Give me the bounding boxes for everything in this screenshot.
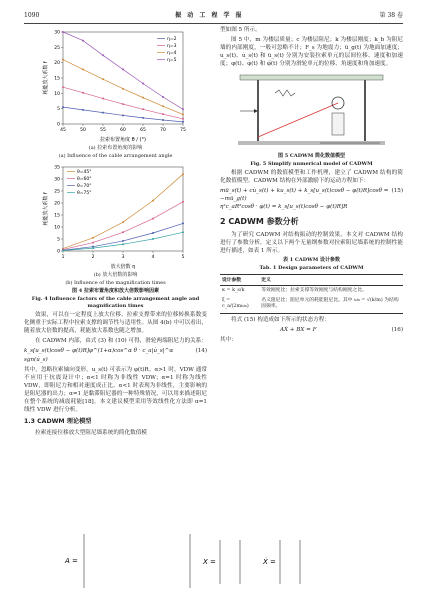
paragraph: 效果，可以在一定程度上放大位移，拉索支撑带来的位移转换系数变化侧重于实际工程中拉索支撑的调节性与适用性。从图 4(b) 中可以看出，随着放大倍数的提高，耗能放大系数也随之增加。	[24, 312, 207, 335]
data-point	[162, 113, 164, 115]
y-tick-label: 30	[53, 177, 60, 183]
legend-label: θ=75°	[76, 191, 91, 196]
x-tick-label: 55	[99, 128, 106, 133]
data-point	[182, 231, 184, 233]
data-point	[122, 103, 124, 105]
table-row	[220, 296, 403, 313]
table-cell: 名义阻尼比；阻尼单元的耗能阻尼比。其中 ω₀ = √(k/m) 为结构固频率。	[261, 297, 399, 310]
x-tick-label: 4	[151, 255, 154, 260]
table-header-row	[220, 275, 403, 286]
data-point	[102, 98, 104, 100]
chart-magnification	[41, 161, 191, 271]
cable-element	[258, 103, 338, 137]
legend-label: η=2	[166, 37, 176, 42]
x-tick-label: 50	[79, 128, 86, 133]
x-tick-label: 5	[181, 255, 184, 260]
figure5-caption-en: Fig. 5 Simplify numerical model of CADWM	[250, 160, 373, 167]
equation-number: (16)	[391, 327, 403, 334]
data-point	[142, 108, 144, 110]
paragraph: 根据 CADWM 的数值模型和工作机理，建立了 CADWM 结构的简化数值模型。CADWM 结构在外部激励下的运动方程如下：	[220, 169, 403, 184]
x-tick-label: 70	[159, 128, 166, 133]
cadwm-model-diagram	[220, 71, 403, 149]
figure-caption: 图 4 拉索布置角度和放大倍数影响因素	[72, 288, 159, 294]
equation-system	[220, 187, 392, 211]
x-tick-label: 1	[61, 255, 64, 260]
equation-number: (14)	[195, 348, 207, 355]
legend-label: θ=45°	[76, 170, 91, 175]
data-point	[122, 114, 124, 116]
data-point	[122, 88, 124, 90]
data-point	[182, 108, 184, 110]
figure5-caption: 图 5 CADWM 简化数值模型	[277, 152, 346, 159]
data-point	[62, 86, 64, 88]
page-number: 1090	[24, 12, 40, 20]
vector-xdot-bracket	[280, 540, 300, 584]
paragraph: 图 5 中，m 为楼层质量；c 为楼层阻尼；k 为楼层刚度；k_b 为阻尼墙的内部刚度，一般可忽略不计；F_s 为地震力；ü_g(t) 为地面加速度；u_s(t)、u̇_s(t) 和 ü_s(t) 分别为安装拉索单元的层间位移、速度和加速度；φ(t)、φ̇(t) 和 φ̈(t) 分别为滑轮单元的位移、角速度和角加速度。	[220, 37, 403, 68]
state-matrix-block	[60, 530, 360, 592]
x-tick-label: 2	[91, 255, 94, 260]
data-point	[62, 106, 64, 108]
left-column	[24, 26, 207, 439]
equation-body: AẊ + BX = F	[280, 327, 317, 334]
figure-caption-en: Fig. 4 Influence factors of the cable arrangement angle and magnification times	[31, 296, 200, 309]
table-title-en: Tab. 1 Design parameters of CADWM	[259, 265, 364, 272]
y-tick-label: 25	[53, 189, 60, 195]
running-header	[24, 11, 403, 24]
x-axis-label: 拉索布置角度 θ / (°)	[99, 137, 146, 143]
y-axis-label: 耗能放大系数 f	[42, 192, 49, 226]
y-tick-label: 20	[53, 61, 60, 67]
matrix-a-symbol: A =	[65, 557, 78, 565]
data-point	[152, 238, 154, 240]
equation-16	[220, 326, 403, 334]
paragraph: 其中：	[220, 337, 237, 344]
data-point	[92, 242, 94, 244]
x-tick-label: 65	[139, 128, 146, 133]
data-point	[162, 96, 164, 98]
equation-number: (15)	[391, 187, 403, 194]
legend-label: η=4	[166, 51, 176, 56]
table-cell: κ = k_s/k	[222, 287, 245, 293]
chart-cable-angle	[41, 26, 191, 144]
data-point	[152, 218, 154, 220]
equation-15	[220, 187, 403, 211]
equation-body: k_s[u_s(t)cosθ − φ(t)R]φ^(1+α)cos^α θ · c_a|u̇_s|^α sgn(u̇_s)	[24, 348, 174, 363]
legend-label: θ=60°	[76, 177, 91, 182]
y-tick-label: 35	[53, 165, 60, 171]
y-tick-label: 5	[56, 237, 60, 243]
table-header-cell: 设计参数	[222, 276, 242, 283]
table-title: 表 1 CADWM 设计参数	[282, 257, 341, 264]
equation-line-2: η²c_aR²cosθ · φ̇(t) = k_s[u_s(t)cosθ − φ(t)R]R	[220, 204, 348, 211]
y-tick-label: 0	[56, 249, 60, 255]
floor-mass-slab	[240, 75, 383, 80]
subfigure-caption-a: (a) 拉索布置角度的影响	[88, 145, 143, 151]
data-point	[122, 240, 124, 242]
table-header-cell: 定义	[261, 276, 271, 283]
y-tick-label: 30	[53, 30, 60, 36]
equation-14	[24, 347, 207, 363]
y-tick-label: 0	[56, 122, 60, 128]
table-cell: ξ = c_a/(2mω₀)	[222, 297, 249, 310]
vector-x-bracket	[220, 540, 240, 584]
data-point	[162, 105, 164, 107]
data-point	[122, 68, 124, 70]
data-point	[122, 243, 124, 245]
data-point	[62, 31, 64, 33]
x-axis-label: 放大倍数 η	[110, 264, 135, 270]
vector-x-symbol: X =	[203, 558, 216, 566]
equation-line-1: mü_s(t) + cu̇_s(t) + ku_s(t) + k_s[u_s(t)cosθ − φ(t)R]cosθ = −mü_g(t)	[220, 187, 389, 202]
subsection-heading: 1.3 CADWM 理论模型	[24, 418, 92, 426]
data-point	[142, 83, 144, 85]
y-tick-label: 10	[53, 91, 60, 97]
right-column	[220, 26, 403, 346]
data-point	[182, 173, 184, 175]
legend-label: η=3	[166, 44, 176, 49]
series-line	[63, 60, 183, 115]
x-tick-label: 75	[179, 128, 186, 133]
data-point	[152, 232, 154, 234]
paragraph: 在 CADWM 内部，由式 (3) 和 (10) 可得，滑轮两端阻尼力的关系：	[35, 338, 207, 345]
data-point	[82, 68, 84, 70]
paragraph: 型如图 5 所示。	[220, 27, 261, 33]
y-axis-label: 耗能放大系数 f	[42, 61, 49, 95]
data-point	[92, 237, 94, 239]
data-point	[102, 112, 104, 114]
series-line	[63, 32, 183, 109]
paragraph: 为了研究 CADWM 对结构振动的控制效果，本文对 CADWM 结构进行了参数分析，定义以下两个无量纲参数对拉索阻尼墙系统的控制性能进行描述，如表 1 所示。	[220, 231, 403, 255]
subfigure-caption-b: (b) 放大倍数的影响	[93, 272, 138, 278]
y-tick-label: 25	[53, 45, 60, 51]
design-parameter-table	[220, 274, 403, 314]
x-tick-label: 60	[119, 128, 126, 133]
y-tick-label: 15	[53, 76, 60, 82]
data-point	[82, 40, 84, 42]
vector-xdot-symbol: Ẋ =	[263, 558, 276, 566]
table-cell: 等效刚度比；拉索支撑等效刚度与结构刚度之比。	[261, 287, 367, 293]
data-point	[62, 250, 64, 252]
section-heading: 2 CADWM 参数分析	[220, 217, 299, 227]
table-row	[220, 286, 403, 296]
data-point	[122, 221, 124, 223]
data-point	[122, 231, 124, 233]
data-point	[182, 113, 184, 115]
y-tick-label: 5	[56, 107, 60, 113]
data-point	[182, 118, 184, 120]
legend-label: θ=70°	[76, 184, 91, 189]
volume-label: 第 38 卷	[379, 12, 403, 20]
data-point	[162, 119, 164, 121]
x-tick-label: 45	[59, 128, 66, 133]
subfigure-caption-b-en: (b) Influence of the magnification times	[65, 280, 166, 286]
data-point	[142, 117, 144, 119]
y-tick-label: 10	[53, 225, 60, 231]
data-point	[182, 201, 184, 203]
paragraph: 将式 (15) 构造成如下所示的状态方程：	[231, 316, 330, 323]
spring-icon	[275, 90, 295, 96]
data-point	[182, 222, 184, 224]
data-point	[82, 92, 84, 94]
paragraph: 其中，忽略拉索轴向变形，u_s(t) 可表示为 φ(t)R。α>1 时，VDW 通常不应用于抗震设计中；α<1 时称为非线性 VDW；α=1 时称为线性 VDW，即阻尼力和相对速度成正比。α<1 时表现为非线性，主要影响的是阻尼器的出力；α=1 是黏滞阻尼器的一种特殊情况，可以用来描述阻尼在整个系统的减震耗能[18]。本文建议模型采用等效线性化方法即 α=1 线性 VDW 进行分析。	[24, 366, 207, 414]
damper-wall	[332, 113, 344, 135]
y-tick-label: 20	[53, 201, 60, 207]
y-tick-label: 15	[53, 213, 60, 219]
data-point	[62, 59, 64, 61]
series-line	[63, 87, 183, 119]
data-point	[102, 78, 104, 80]
legend-label: η=5	[166, 58, 176, 63]
paragraph: 拉索连接位移放大型阻尼墙系统的简化数值模	[35, 430, 147, 437]
data-point	[142, 97, 144, 99]
data-point	[182, 121, 184, 123]
data-point	[92, 247, 94, 249]
x-tick-label: 3	[121, 255, 124, 260]
data-point	[102, 54, 104, 56]
data-point	[82, 109, 84, 111]
series-line	[63, 223, 183, 250]
journal-name: 振 动 工 程 学 报	[175, 12, 244, 20]
subfigure-caption-a-en: (a) Influence of the cable arrangement angle	[58, 153, 173, 159]
data-point	[152, 200, 154, 202]
